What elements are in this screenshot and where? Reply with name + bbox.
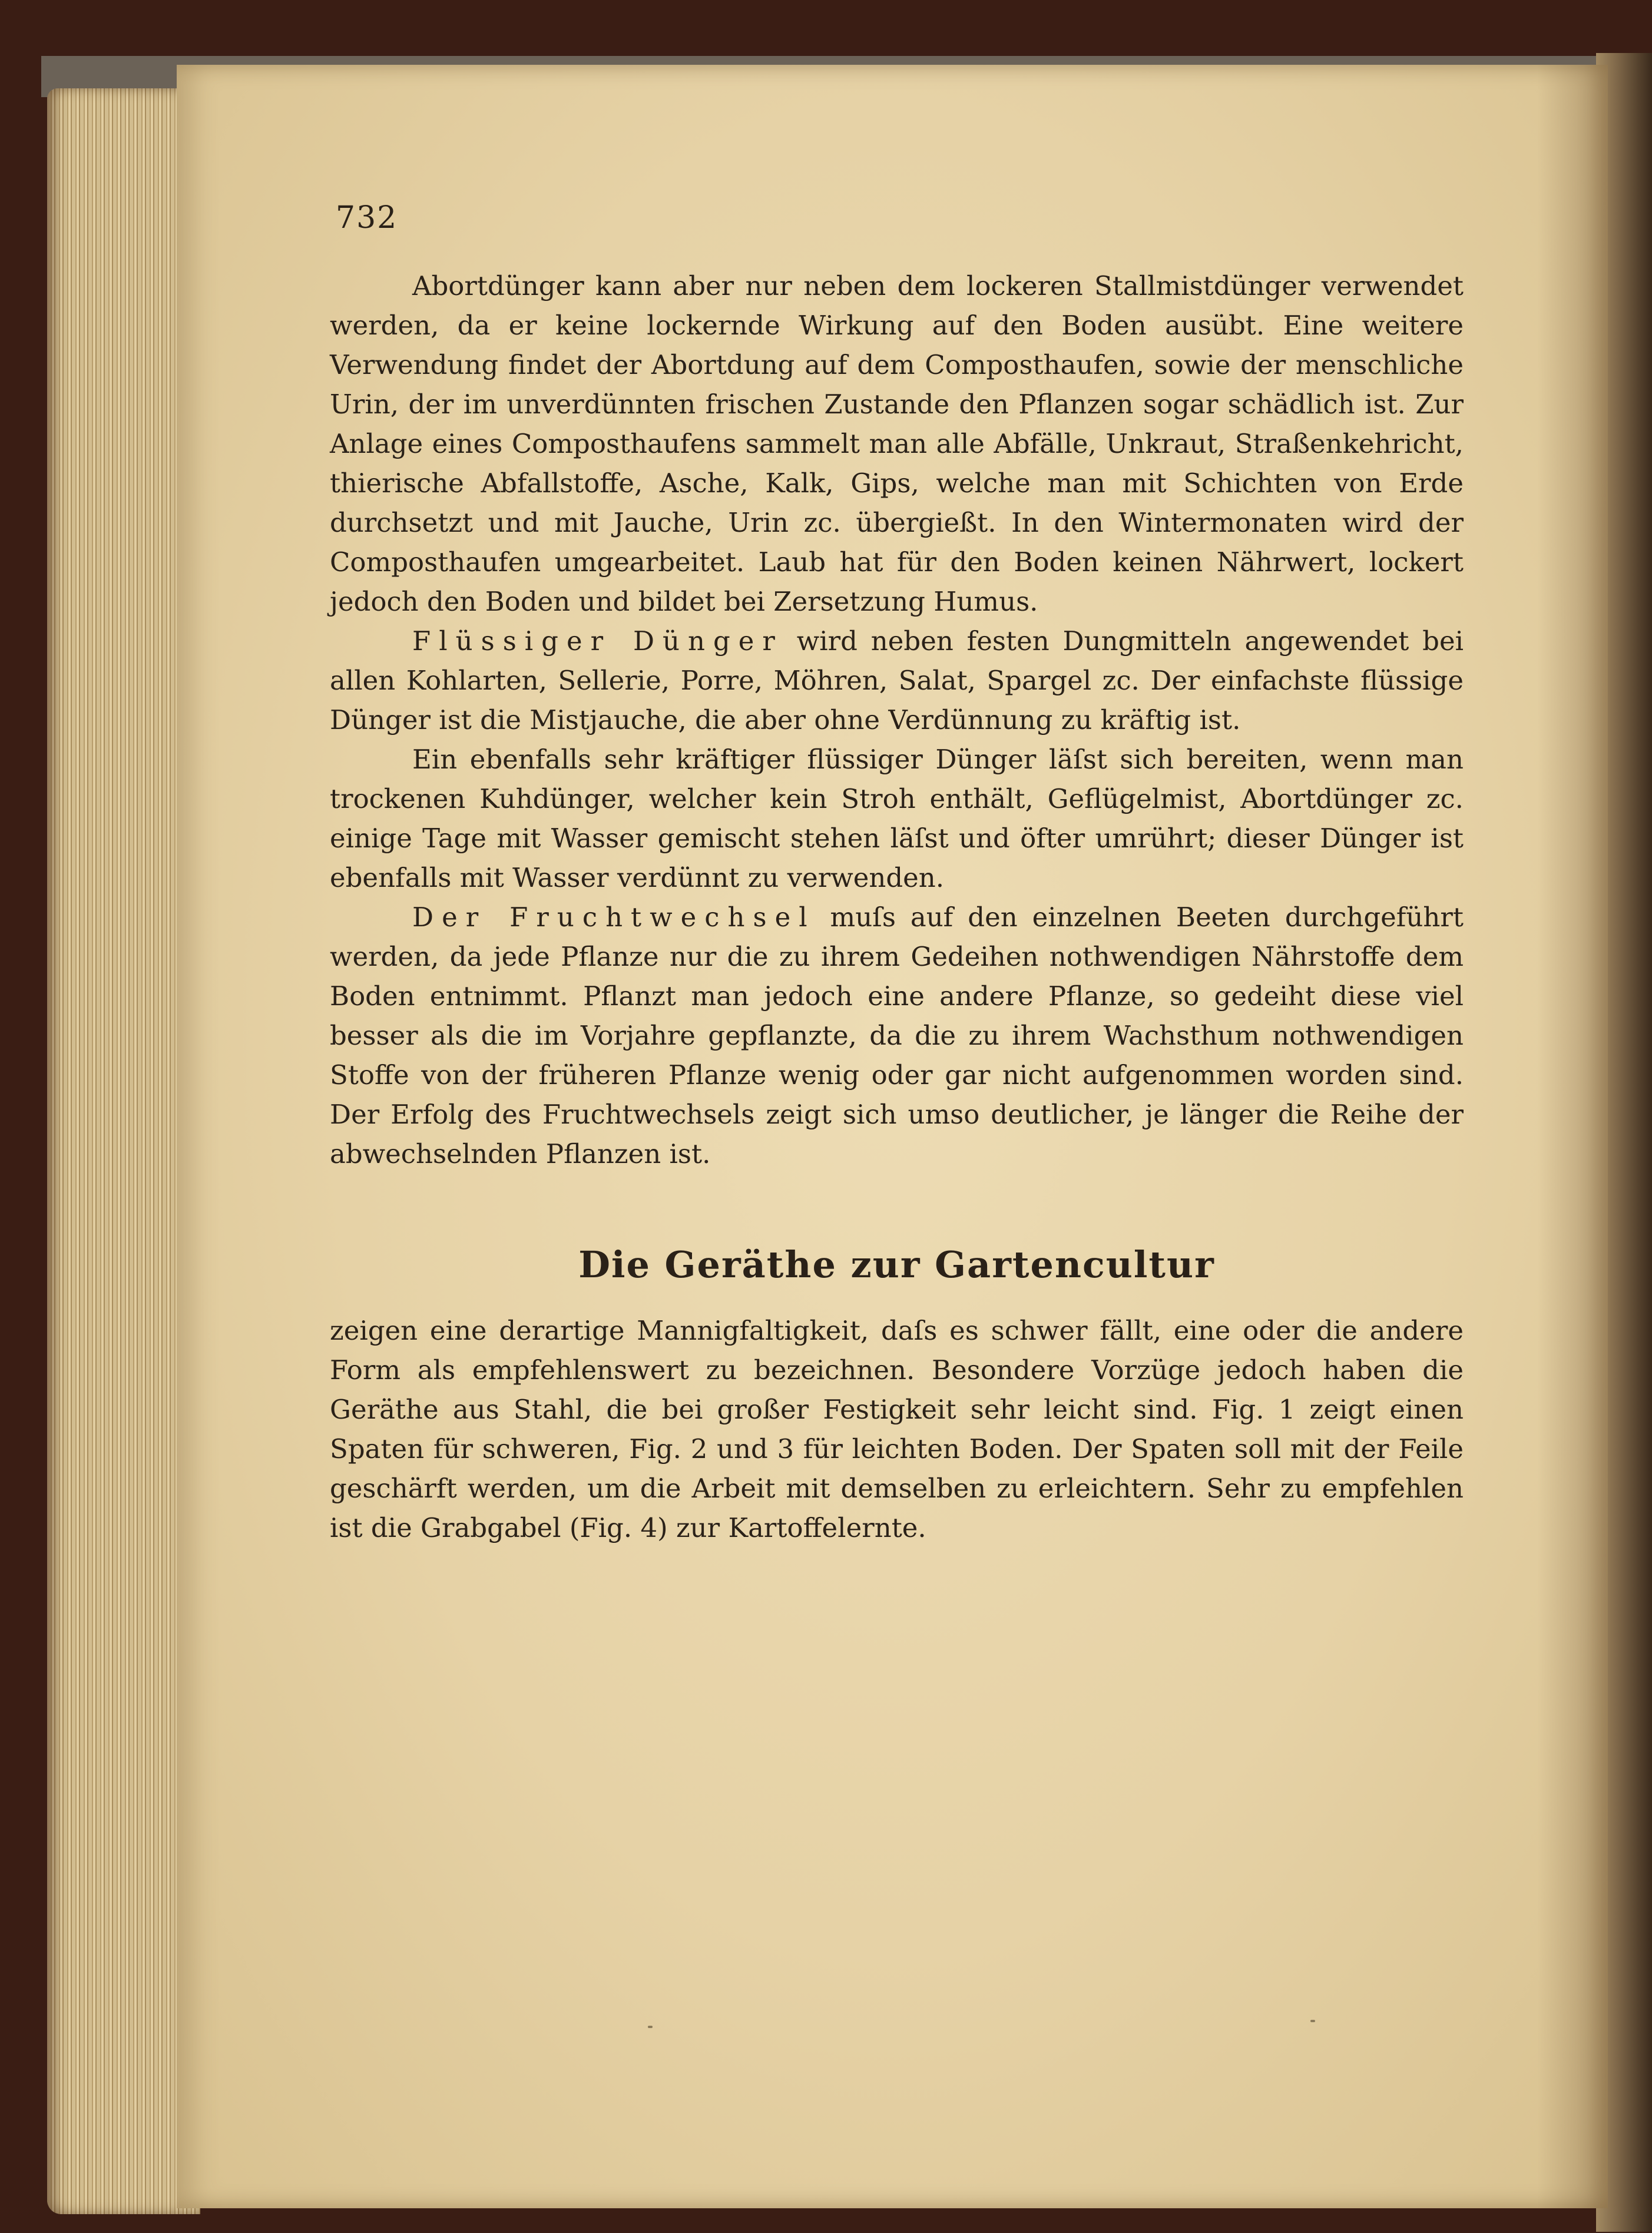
paragraph-lead-fruchtwechsel: Der Fruchtwechsel <box>412 902 816 933</box>
gutter-shadow <box>1537 65 1608 2208</box>
ink-speck <box>648 2026 653 2028</box>
section-heading: Die Geräthe zur Gartencultur <box>578 1243 1215 1286</box>
page-number: 732 <box>336 200 398 236</box>
paragraph-abortduenger: Abortdünger kann aber nur neben dem lockeren Stallmistdünger verwendet werden, da er keine lockernde Wirkung auf den Boden ausübt. Eine weitere Verwendung findet der Abortdung auf dem Composthaufen, sowie der menschliche Urin, der im unverdünnten frischen Zustande den Pflanzen sogar schädlich ist. Zur Anlage eines Composthaufens sammelt man alle Abfälle, Unkraut, Straßenkehricht, thierische Abfallstoffe, Asche, Kalk, Gips, welche man mit Schichten von Erde durchsetzt und mit Jauche, Urin zc. übergießt. In den Wintermonaten wird der Composthaufen umgearbeitet. Laub hat für den Boden keinen Nährwert, lockert jedoch den Boden und bildet bei Zersetzung Humus. <box>330 270 1464 617</box>
paragraph-lead-fluessiger-duenger: Flüssiger Dünger <box>412 625 783 657</box>
paragraph-kuhduenger: Ein ebenfalls sehr kräftiger flüssiger Dünger läſst sich bereiten, wenn man trockenen Kuhdünger, welcher kein Stroh enthält, Geflügelmist, Abortdünger zc. einige Tage mit Wasser gemischt stehen läſst und öfter umrührt; dieser Dünger ist ebenfalls mit Wasser verdünnt zu verwenden. <box>330 744 1464 893</box>
paragraph-rest-fluessiger-duenger: wird neben festen Dungmitteln angewendet bei allen Kohlarten, Sellerie, Porre, Möhren, Salat, Spargel zc. Der einfachste flüssige Dünger ist die Mistjauche, die aber ohne Verdünnung zu kräftig ist. <box>330 625 1464 736</box>
paragraph-fruchtwechsel <box>330 897 1464 1174</box>
paragraph-fluessiger-duenger <box>330 621 1464 740</box>
ink-speck <box>1310 2020 1315 2022</box>
page-content <box>330 200 1464 1548</box>
paragraph-geraethe: zeigen eine derartige Mannigfaltigkeit, daſs es schwer fällt, eine oder die andere Form als empfehlenswert zu bezeichnen. Besondere Vorzüge jedoch haben die Geräthe aus Stahl, die bei großer Festigkeit sehr leicht sind. Fig. 1 zeigt einen Spaten für schweren, Fig. 2 und 3 für leichten Boden. Der Spaten soll mit der Feile geschärft werden, um die Arbeit mit demselben zu erleichtern. Sehr zu empfehlen ist die Grabgabel (Fig. 4) zur Kartoffelernte. <box>330 1315 1464 1543</box>
paragraph-rest-fruchtwechsel: muſs auf den einzelnen Beeten durchgeführt werden, da jede Pflanze nur die zu ihrem Gedeihen nothwendigen Nährstoffe dem Boden entnimmt. Pflanzt man jedoch eine andere Pflanze, so gedeiht diese viel besser als die im Vorjahre gepflanzte, da die zu ihrem Wachsthum nothwendigen Stoffe von der früheren Pflanze wenig oder gar nicht aufgenommen worden sind. Der Erfolg des Fruchtwechsels zeigt sich umso deutlicher, je länger die Reihe der abwechselnden Pflanzen ist. <box>330 902 1464 1169</box>
